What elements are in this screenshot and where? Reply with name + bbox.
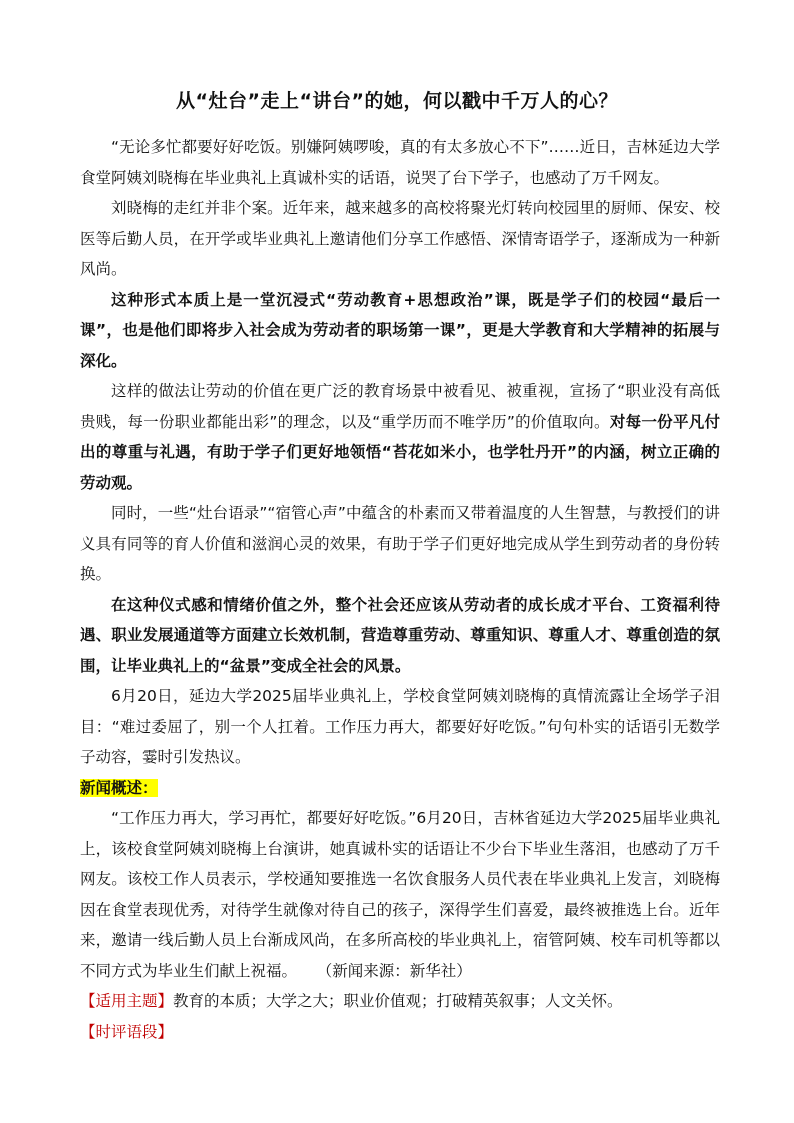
- paragraph-4-bold: 对每一份平凡付出的尊重与礼遇，有助于学子们更好地领悟“苔花如米小，也学牡丹开”的内涵，树立正确的劳动观。: [80, 412, 720, 492]
- paragraph-4: [80, 376, 720, 498]
- news-summary-heading: [80, 773, 720, 804]
- paragraph-5: 同时，一些“灶台语录”“宿管心声”中蕴含的朴素而又带着温度的人生智慧，与教授们的讲义具有同等的育人价值和滋润心灵的效果，有助于学子们更好地完成从学生到劳动者的身份转换。: [80, 504, 720, 583]
- article-body: [80, 132, 720, 1047]
- paragraph-4-normal: 这样的做法让劳动的价值在更广泛的教育场景中被看见、被重视，宣扬了“职业没有高低贵贱，每一份职业都能出彩”的理念，以及“重学历而不唯学历”的价值取向。: [80, 382, 720, 431]
- theme-label: 【适用主题】: [80, 992, 174, 1010]
- news-source: （新闻来源：新华社）: [316, 961, 472, 980]
- paragraph-7: 6月20日，延边大学2025届毕业典礼上，学校食堂阿姨刘晓梅的真情流露让全场学子泪目：“难过委屈了，别一个人扛着。工作压力再大，都要好好吃饭。”句句朴实的话语引无数学子动容，霎时引发热议。: [80, 687, 720, 766]
- comment-label: 【时评语段】: [80, 1022, 174, 1041]
- article-title: 从“灶台”走上“讲台”的她，何以戳中千万人的心？: [176, 90, 618, 112]
- paragraph-1: “无论多忙都要好好吃饭。别嫌阿姨啰唆，真的有太多放心不下”……近日，吉林延边大学食堂阿姨刘晓梅在毕业典礼上真诚朴实的话语，说哭了台下学子，也感动了万千网友。: [80, 138, 720, 187]
- paragraph-6: 在这种仪式感和情绪价值之外，整个社会还应该从劳动者的成长成才平台、工资福利待遇、职业发展通道等方面建立长效机制，营造尊重劳动、尊重知识、尊重人才、尊重创造的氛围，让毕业典礼上的“盆景”变成全社会的风景。: [80, 595, 720, 675]
- theme-line: [80, 986, 720, 1017]
- paragraph-8: [80, 803, 720, 986]
- comment-line: [80, 1017, 720, 1048]
- theme-text: 教育的本质；大学之大；职业价值观；打破精英叙事；人文关怀。: [173, 992, 623, 1010]
- paragraph-2: 刘晓梅的走红并非个案。近年来，越来越多的高校将聚光灯转向校园里的厨师、保安、校医等后勤人员，在开学或毕业典礼上邀请他们分享工作感悟、深情寄语学子，逐渐成为一种新风尚。: [80, 199, 720, 278]
- paragraph-3: 这种形式本质上是一堂沉浸式“劳动教育+思想政治”课，既是学子们的校园“最后一课”，也是他们即将步入社会成为劳动者的职场第一课”，更是大学教育和大学精神的拓展与深化。: [80, 290, 720, 370]
- news-summary-label: 新闻概述：: [80, 778, 158, 797]
- paragraph-8-text: “工作压力再大，学习再忙，都要好好吃饭。”6月20日，吉林省延边大学2025届毕业典礼上，该校食堂阿姨刘晓梅上台演讲，她真诚朴实的话语让不少台下毕业生落泪，也感动了万千网友。该校工作人员表示，学校通知要推选一名饮食服务人员代表在毕业典礼上发言，刘晓梅因在食堂表现优秀，对待学生就像对待自己的孩子，深得学生们喜爱，最终被推选上台。近年来，邀请一线后勤人员上台渐成风尚，在多所高校的毕业典礼上，宿管阿姨、校车司机等都以不同方式为毕业生们献上祝福。: [80, 809, 720, 980]
